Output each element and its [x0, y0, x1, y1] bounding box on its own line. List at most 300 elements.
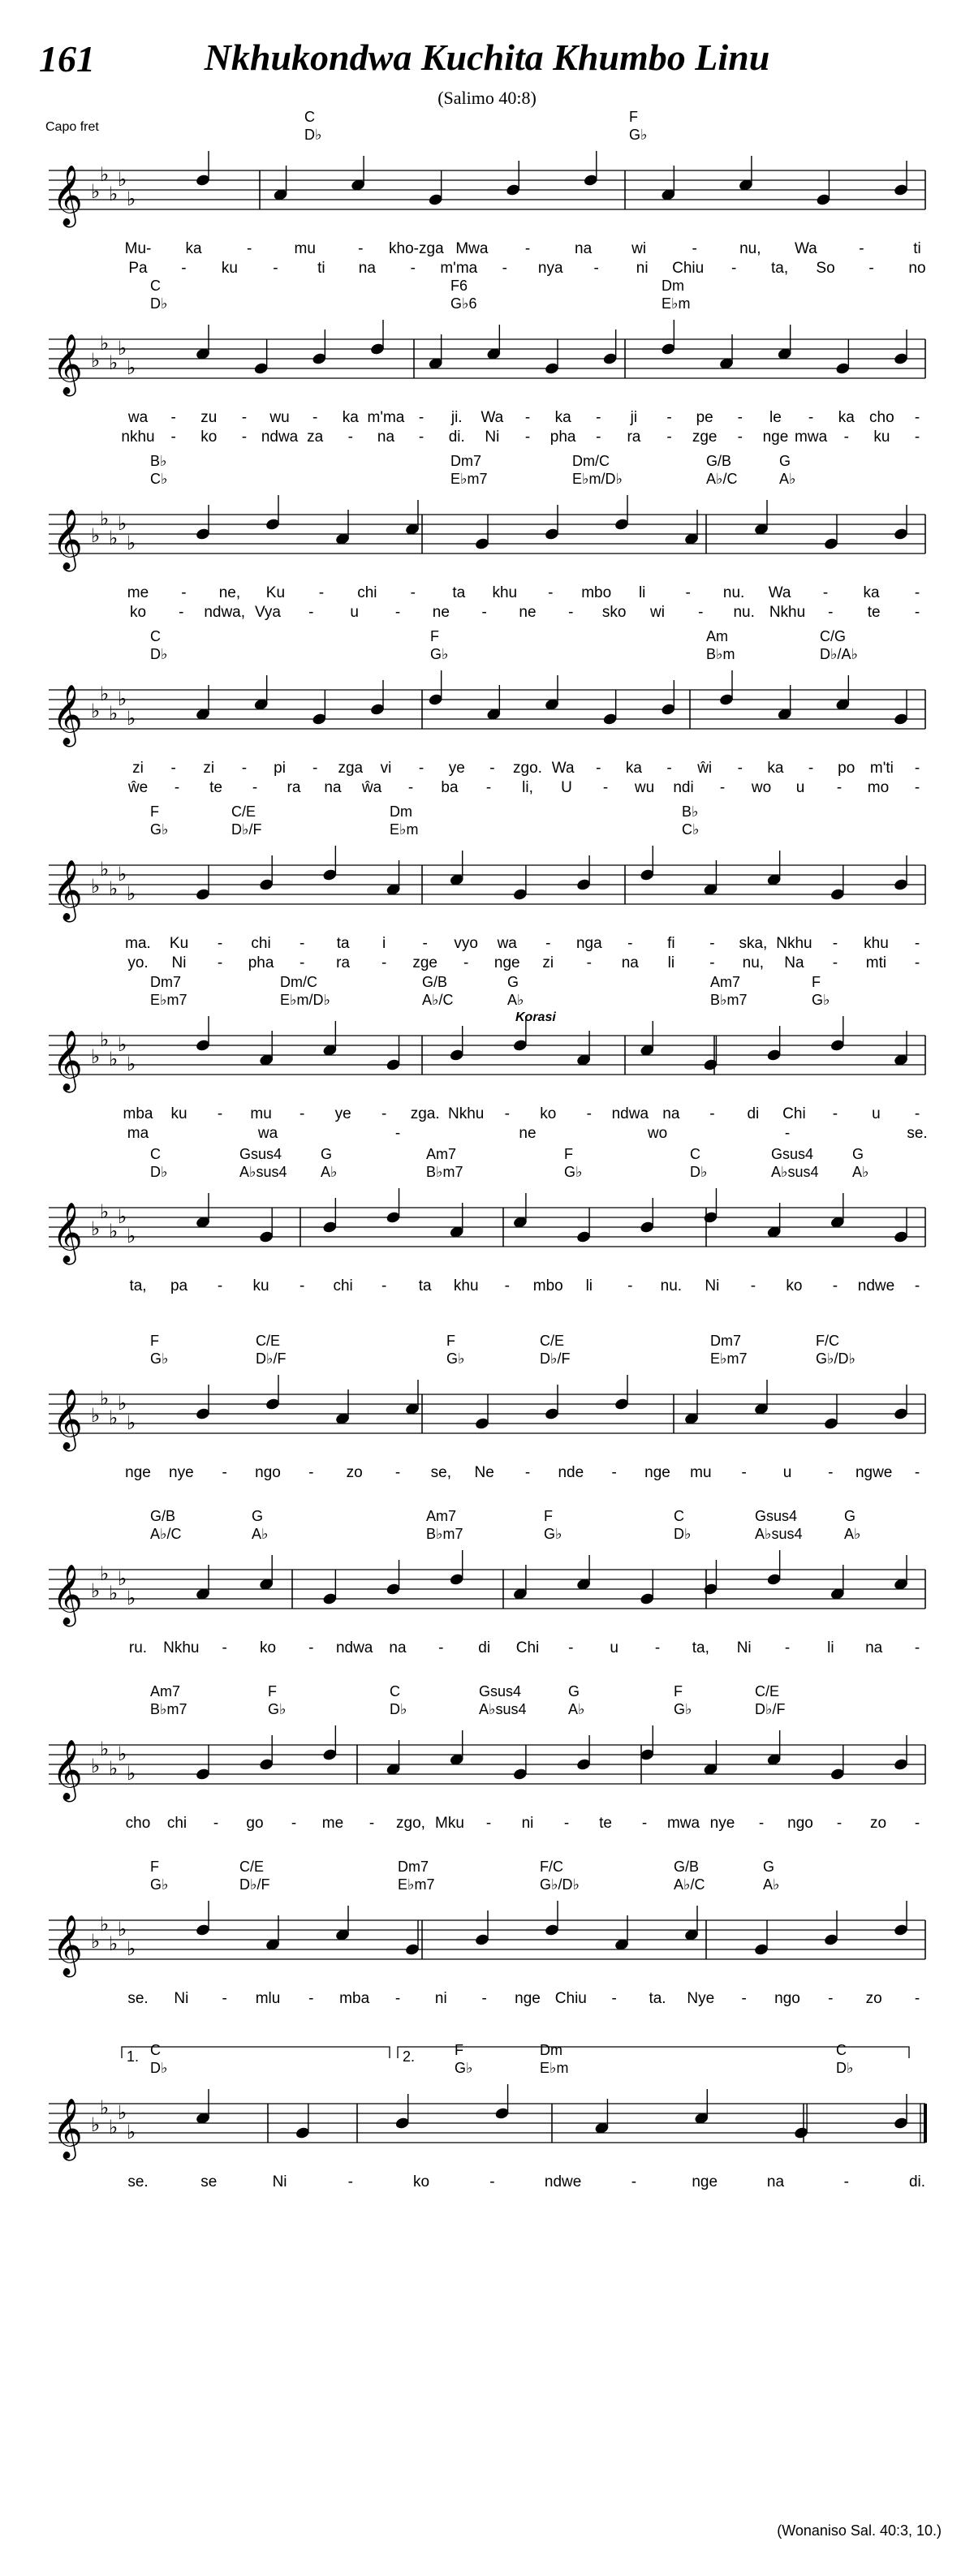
lyric-syllable-verse1: vyo [454, 935, 478, 952]
lyric-syllable-verse2: na [358, 260, 376, 277]
treble-clef-icon: 𝄞 [52, 1565, 83, 1625]
lyric-syllable-verse1: ji. [450, 409, 463, 426]
chord-symbol-capo: A♭ [507, 992, 524, 1008]
chord-symbol: F/C [540, 1859, 563, 1875]
lyric-syllable-verse1: ngo [787, 1815, 813, 1832]
lyric-syllable-verse1: - [318, 584, 325, 601]
lyric-syllable-verse1: pe [696, 409, 713, 426]
key-flat-icon: ♭ [91, 1045, 101, 1068]
lyric-syllable-verse1: - [709, 935, 715, 952]
chord-symbol-capo: E♭m [662, 295, 691, 312]
lyric-syllable-verse1: u [872, 1105, 881, 1122]
lyric-syllable-verse1: - [737, 760, 743, 777]
lyric-syllable-verse2: - [299, 954, 305, 971]
key-flat-icon: ♭ [109, 527, 119, 549]
lyric-syllable-verse1: mbo [532, 1277, 563, 1294]
treble-clef-icon: 𝄞 [52, 334, 83, 394]
lyric-syllable-verse1: - [692, 240, 697, 257]
key-flat-icon: ♭ [91, 2113, 101, 2136]
lyric-syllable-verse1: Mwa [455, 240, 489, 257]
treble-clef-icon: 𝄞 [52, 1031, 83, 1091]
lyric-syllable-verse1: ka [625, 760, 642, 777]
lyric-syllable-verse2: ne [519, 604, 537, 621]
lyric-syllable-verse2: te [867, 604, 881, 621]
lyric-syllable-verse1: - [170, 760, 176, 777]
lyric-syllable-verse1: - [741, 1990, 747, 2007]
lyric-syllable-verse1: - [914, 409, 920, 426]
lyric-syllable-verse1: - [438, 1639, 444, 1656]
lyric-syllable-verse1: - [217, 935, 223, 952]
volta-bracket [122, 2047, 390, 2058]
lyric-syllable-verse1: go [246, 1815, 264, 1832]
chord-symbol-capo: B♭m7 [710, 992, 748, 1008]
lyric-syllable-verse2: - [347, 429, 353, 446]
lyric-syllable-verse1: - [410, 584, 416, 601]
lyric-syllable-verse1: ngo [774, 1990, 800, 2007]
key-flat-icon: ♭ [91, 1755, 101, 1777]
treble-clef-icon: 𝄞 [52, 166, 83, 226]
lyric-syllable-verse2: nkhu [121, 429, 155, 446]
lyric-syllable-verse2: - [784, 1125, 791, 1142]
key-flat-icon: ♭ [109, 2116, 119, 2139]
lyric-syllable-verse1: - [368, 1815, 375, 1832]
lyric-syllable-verse2: - [418, 429, 425, 446]
chord-symbol-capo: A♭ [852, 1164, 869, 1180]
lyric-syllable-verse2: ra [287, 779, 301, 796]
lyric-syllable-verse2: u [350, 604, 359, 621]
lyric-syllable-verse2: ŵe [127, 779, 149, 796]
lyric-syllable-verse2: mo [867, 779, 890, 796]
key-flat-icon: ♭ [109, 702, 119, 725]
lyric-syllable-verse1: Ni [174, 1990, 189, 2007]
key-flat-icon: ♭ [127, 532, 136, 554]
lyric-syllable-verse1: Wa [794, 240, 817, 257]
lyric-syllable-verse1: - [394, 1990, 401, 2007]
key-flat-icon: ♭ [91, 875, 101, 898]
key-flat-icon: ♭ [91, 700, 101, 722]
chord-symbol: Dm [662, 278, 684, 294]
lyric-syllable-verse1: khu [453, 1277, 479, 1294]
lyric-syllable-verse1: Chi [782, 1105, 806, 1122]
lyric-syllable-verse2: za [307, 429, 324, 446]
lyric-syllable-verse2: - [666, 429, 672, 446]
chord-symbol: Am [706, 628, 728, 644]
chord-symbol-capo: A♭ [568, 1701, 585, 1717]
lyric-syllable-verse2: u [795, 779, 805, 796]
lyric-syllable-verse2: wo [751, 779, 772, 796]
chord-symbol-capo: D♭/F [256, 1350, 287, 1367]
lyric-syllable-verse1: - [568, 1639, 574, 1656]
lyric-syllable-verse1: wi [631, 240, 647, 257]
lyric-syllable-verse1: - [737, 409, 743, 426]
music-system [49, 278, 925, 446]
chord-symbol: C [150, 628, 161, 644]
key-flat-icon: ♭ [127, 1762, 136, 1785]
key-flat-icon: ♭ [91, 1930, 101, 1953]
music-system [49, 628, 925, 796]
lyric-syllable-verse2: Chiu [672, 260, 705, 277]
lyric-syllable-verse1: di. [908, 2173, 926, 2190]
key-flat-icon: ♭ [109, 1932, 119, 1955]
chord-symbol: G/B [150, 1508, 176, 1524]
lyric-syllable-verse1: khu [864, 935, 889, 952]
chord-symbol: F [430, 628, 439, 644]
key-flat-icon: ♭ [118, 337, 127, 360]
lyric-syllable-verse1: chi [333, 1277, 353, 1294]
key-flat-icon: ♭ [118, 1742, 127, 1765]
lyric-syllable-verse1: zga. [410, 1105, 440, 1122]
lyric-syllable-verse1: ye [334, 1105, 351, 1122]
lyric-syllable-verse1: - [832, 935, 838, 952]
lyric-syllable-verse2: ku [873, 429, 890, 446]
lyric-syllable-verse2: zge [412, 954, 438, 971]
lyric-syllable-verse1: te [599, 1815, 612, 1832]
chord-symbol-capo: A♭sus4 [239, 1164, 287, 1180]
key-flat-icon: ♭ [100, 163, 110, 186]
chord-symbol-capo: B♭m7 [150, 1701, 187, 1717]
lyric-syllable-verse1: wa [497, 935, 517, 952]
lyric-syllable-verse2: nya [537, 260, 563, 277]
chord-symbol-capo: B♭m7 [426, 1164, 463, 1180]
lyric-syllable-verse1: - [914, 1990, 920, 2007]
lyric-syllable-verse2: - [394, 1125, 401, 1142]
lyric-syllable-verse1: - [504, 1277, 510, 1294]
footer-reference: (Wonaniso Sal. 40:3, 10.) [777, 2522, 942, 2539]
key-flat-icon: ♭ [100, 1387, 110, 1410]
key-flat-icon: ♭ [127, 882, 136, 905]
lyric-syllable-verse1: na [662, 1105, 680, 1122]
lyric-syllable-verse1: - [213, 1815, 219, 1832]
chord-symbol: C/E [231, 803, 256, 820]
lyric-syllable-verse1: wu [269, 409, 290, 426]
lyric-syllable-verse2: ko [129, 604, 147, 621]
lyric-syllable-verse1: - [596, 409, 601, 426]
lyric-syllable-verse1: nye [709, 1815, 735, 1832]
chord-symbol-capo: G♭6 [450, 295, 477, 312]
lyric-syllable-verse2: mwa [795, 429, 828, 446]
key-flat-icon: ♭ [91, 524, 101, 547]
lyric-syllable-verse1: di [747, 1105, 760, 1122]
lyric-syllable-verse1: mbo [581, 584, 612, 601]
lyric-syllable-verse1: Nye [687, 1990, 715, 2007]
lyric-syllable-verse1: Nkhu [163, 1639, 200, 1656]
lyric-syllable-verse1: - [548, 584, 554, 601]
lyric-syllable-verse1: - [347, 2173, 353, 2190]
lyric-syllable-verse2: - [709, 954, 715, 971]
chord-symbol-capo: B♭m [706, 646, 735, 662]
lyric-syllable-verse2: - [719, 779, 726, 796]
lyric-syllable-verse1: ti [913, 240, 921, 257]
lyric-syllable-verse2: ne [432, 604, 450, 621]
volta-label: 1. [127, 2048, 140, 2065]
chord-symbol: F [455, 2042, 463, 2058]
lyric-syllable-verse1: - [489, 760, 495, 777]
hymn-title: Nkhukondwa Kuchita Khumbo Linu [204, 37, 770, 78]
lyric-syllable-verse1: chi [357, 584, 377, 601]
lyric-syllable-verse1: ndwe [544, 2173, 582, 2190]
lyric-syllable-verse1: - [758, 1815, 765, 1832]
lyric-syllable-verse1: - [524, 409, 531, 426]
lyric-syllable-verse2: zi [542, 954, 554, 971]
lyric-syllable-verse1: ma. [125, 935, 151, 952]
lyric-syllable-verse1: - [914, 1277, 920, 1294]
lyric-syllable-verse2: - [593, 260, 599, 277]
music-system [49, 1683, 925, 1832]
lyric-syllable-verse2: Pa [128, 260, 148, 277]
lyric-syllable-verse1: mu [250, 1105, 272, 1122]
key-flat-icon: ♭ [100, 332, 110, 355]
key-flat-icon: ♭ [127, 1225, 136, 1247]
chord-symbol: Dm7 [450, 453, 482, 469]
lyric-syllable-verse2: - [868, 260, 874, 277]
lyric-syllable-verse1: nga [575, 935, 602, 952]
lyric-syllable-verse1: li [585, 1277, 593, 1294]
lyric-syllable-verse1: ka [554, 409, 571, 426]
key-flat-icon: ♭ [118, 863, 127, 885]
lyric-syllable-verse2: - [730, 260, 737, 277]
key-flat-icon: ♭ [109, 1757, 119, 1780]
lyric-syllable-verse1: - [586, 1105, 592, 1122]
lyric-syllable-verse1: Ku [169, 935, 189, 952]
lyric-syllable-verse1: di [478, 1639, 491, 1656]
lyric-syllable-verse1: wa [127, 409, 149, 426]
lyric-syllable-verse2: ni [636, 260, 649, 277]
lyric-syllable-verse1: nde [558, 1464, 584, 1481]
lyric-syllable-verse2: Ni [171, 954, 187, 971]
chord-symbol-capo: A♭/C [706, 471, 738, 487]
lyric-syllable-verse1: - [832, 1105, 838, 1122]
lyric-syllable-verse1: - [381, 1105, 387, 1122]
lyric-syllable-verse1: ngwe [855, 1464, 893, 1481]
lyric-syllable-verse1: ndwa [335, 1639, 373, 1656]
lyric-syllable-verse1: - [914, 760, 920, 777]
chord-symbol: C/E [755, 1683, 780, 1699]
lyric-syllable-verse2: ŵa [361, 779, 382, 796]
treble-clef-icon: 𝄞 [52, 510, 83, 570]
lyric-syllable-verse1: ko [540, 1105, 557, 1122]
lyric-syllable-verse1: se, [430, 1464, 452, 1481]
key-flat-icon: ♭ [91, 1579, 101, 1602]
lyric-syllable-verse1: nge [644, 1464, 670, 1481]
lyric-syllable-verse1: - [489, 2173, 495, 2190]
chord-symbol: G/B [422, 974, 448, 990]
lyric-syllable-verse2: - [914, 604, 920, 621]
lyric-syllable-verse1: ngo [255, 1464, 281, 1481]
lyric-syllable-verse2: - [170, 429, 176, 446]
chord-symbol-capo: D♭ [674, 1526, 692, 1542]
lyric-syllable-verse1: Ne [474, 1464, 494, 1481]
lyric-syllable-verse1: mwa [666, 1815, 700, 1832]
lyric-syllable-verse1: Ni [705, 1277, 720, 1294]
lyric-syllable-verse2: - [463, 954, 469, 971]
lyric-syllable-verse2: - [602, 779, 609, 796]
chord-symbol: C/E [540, 1333, 565, 1349]
chord-symbol: G [763, 1859, 775, 1875]
lyric-syllable-verse1: chi [166, 1815, 187, 1832]
key-flat-icon: ♭ [100, 858, 110, 881]
lyric-syllable-verse2: m'ma [440, 260, 478, 277]
lyric-syllable-verse1: me [127, 584, 149, 601]
key-flat-icon: ♭ [100, 507, 110, 530]
lyric-syllable-verse1: chi [251, 935, 271, 952]
lyric-syllable-verse1: - [627, 935, 633, 952]
lyric-syllable-verse1: me [321, 1815, 344, 1832]
key-flat-icon: ♭ [91, 180, 101, 203]
lyric-syllable-verse2: Ni [485, 429, 500, 446]
lyric-syllable-verse2: ba [441, 779, 459, 796]
lyric-syllable-verse2: ndwa, [204, 604, 246, 621]
chord-symbol: F [150, 1859, 159, 1875]
chord-symbol-capo: E♭m7 [150, 992, 187, 1008]
treble-clef-icon: 𝄞 [52, 1740, 83, 1800]
key-flat-icon: ♭ [118, 2101, 127, 2124]
lyric-syllable-verse1: - [241, 760, 248, 777]
chord-symbol-capo: D♭/A♭ [820, 646, 858, 662]
lyric-syllable-verse1: ne, [218, 584, 241, 601]
chord-symbol: Am7 [710, 974, 741, 990]
chord-symbol-capo: C♭ [682, 821, 700, 838]
chord-symbol: C/G [820, 628, 847, 644]
chord-symbol-capo: D♭ [150, 2060, 168, 2076]
key-flat-icon: ♭ [109, 1406, 119, 1429]
chord-symbol-capo: G♭ [674, 1701, 692, 1717]
scripture-reference: (Salimo 40:8) [437, 88, 537, 108]
lyric-syllable-verse1: ta [452, 584, 466, 601]
lyric-syllable-verse2: - [481, 604, 487, 621]
lyric-syllable-verse1: - [828, 1990, 834, 2007]
lyric-syllable-verse1: se. [127, 1990, 149, 2007]
chord-symbol-capo: D♭/F [231, 821, 262, 838]
lyric-syllable-verse1: mlu [255, 1990, 281, 2007]
music-system [49, 803, 925, 971]
music-system [49, 109, 926, 277]
lyric-syllable-verse2: Nkhu [769, 604, 806, 621]
lyric-syllable-verse1: zi [203, 760, 215, 777]
lyric-syllable-verse1: - [170, 409, 176, 426]
lyric-syllable-verse2: mti [865, 954, 887, 971]
lyric-syllable-verse2: ndi [673, 779, 694, 796]
chord-symbol: Dm [540, 2042, 562, 2058]
chord-symbol: Am7 [150, 1683, 181, 1699]
lyric-syllable-verse1: na [766, 2173, 785, 2190]
chord-symbol: G [844, 1508, 856, 1524]
volta-label: 2. [403, 2048, 416, 2065]
lyric-syllable-verse1: - [654, 1639, 661, 1656]
lyric-syllable-verse1: zo [869, 1815, 887, 1832]
treble-clef-icon: 𝄞 [52, 685, 83, 745]
chord-symbol-capo: A♭sus4 [771, 1164, 819, 1180]
lyric-syllable-verse1: - [631, 2173, 637, 2190]
lyric-syllable-verse2: - [217, 954, 223, 971]
lyric-syllable-verse1: i [382, 935, 386, 952]
chord-symbol: G [568, 1683, 580, 1699]
lyric-syllable-verse1: Mku [435, 1815, 464, 1832]
chord-symbol: C [304, 109, 315, 125]
chord-symbol-capo: G♭/D♭ [540, 1876, 580, 1893]
lyric-syllable-verse1: pi [274, 760, 286, 777]
key-flat-icon: ♭ [127, 1411, 136, 1434]
key-flat-icon: ♭ [118, 512, 127, 535]
chord-symbol: Gsus4 [239, 1146, 282, 1162]
lyric-syllable-verse2: - [843, 429, 849, 446]
lyric-syllable-verse1: - [709, 1105, 715, 1122]
lyric-syllable-verse1: zga [338, 760, 364, 777]
key-flat-icon: ♭ [127, 1937, 136, 1960]
lyric-syllable-verse1: - [843, 2173, 849, 2190]
volta-bracket [398, 2047, 909, 2058]
chord-symbol-capo: E♭m [390, 821, 419, 838]
lyric-syllable-verse1: nu. [722, 584, 745, 601]
lyric-syllable-verse1: - [181, 584, 187, 601]
chord-symbol-capo: A♭ [321, 1164, 338, 1180]
lyric-syllable-verse1: - [394, 1464, 401, 1481]
lyric-syllable-verse2: na [377, 429, 395, 446]
chord-symbol: F [674, 1683, 683, 1699]
chord-symbol: F [812, 974, 821, 990]
lyric-syllable-verse2: - [914, 429, 920, 446]
chord-symbol: G [852, 1146, 864, 1162]
lyric-syllable-verse1: - [611, 1464, 617, 1481]
lyric-syllable-verse2: nge [762, 429, 789, 446]
chord-symbol: Dm7 [150, 974, 182, 990]
music-system [49, 1146, 925, 1294]
chord-symbol-capo: G♭ [544, 1526, 562, 1542]
lyric-syllable-verse1: khu [492, 584, 518, 601]
lyric-syllable-verse1: - [914, 1464, 920, 1481]
chord-symbol: G/B [674, 1859, 700, 1875]
lyric-syllable-verse1: mu [294, 240, 316, 257]
chord-symbol-capo: G♭ [150, 821, 169, 838]
lyric-syllable-verse1: ndwa [611, 1105, 649, 1122]
lyric-syllable-verse2: na [324, 779, 342, 796]
chord-symbol: G [779, 453, 791, 469]
lyric-syllable-verse1: - [422, 935, 428, 952]
lyric-syllable-verse2: - [586, 954, 592, 971]
lyric-syllable-verse2: di. [448, 429, 465, 446]
lyric-syllable-verse2: - [252, 779, 258, 796]
lyric-syllable-verse1: - [381, 1277, 387, 1294]
lyric-syllable-verse1: ko [786, 1277, 803, 1294]
lyric-syllable-verse1: - [859, 240, 864, 257]
key-flat-icon: ♭ [127, 187, 136, 210]
lyric-syllable-verse1: - [828, 1464, 834, 1481]
chord-symbol: Dm/C [572, 453, 610, 469]
lyric-syllable-verse1: - [836, 1815, 843, 1832]
lyric-syllable-verse1: zu [200, 409, 218, 426]
lyric-syllable-verse1: - [241, 409, 248, 426]
key-flat-icon: ♭ [109, 183, 119, 205]
key-flat-icon: ♭ [118, 1918, 127, 1941]
lyric-syllable-verse2: nu. [733, 604, 755, 621]
chorus-label: Korasi [515, 1010, 556, 1024]
lyric-syllable-verse1: - [485, 1815, 492, 1832]
chord-symbol: F [629, 109, 638, 125]
chord-symbol: Gsus4 [479, 1683, 522, 1699]
lyric-syllable-verse1: m'ti [869, 760, 894, 777]
lyric-syllable-verse1: - [914, 1815, 920, 1832]
chord-symbol: C [150, 2042, 161, 2058]
lyric-syllable-verse1: ye [448, 760, 465, 777]
chord-symbol-capo: A♭ [763, 1876, 780, 1893]
lyric-syllable-verse1: pa [170, 1277, 188, 1294]
chord-symbol: Dm [390, 803, 412, 820]
lyric-syllable-verse1: zgo, [396, 1815, 425, 1832]
lyric-syllable-verse1: ŵi [697, 760, 713, 777]
key-flat-icon: ♭ [118, 1033, 127, 1056]
lyric-syllable-verse2: pha [248, 954, 274, 971]
lyric-syllable-verse2: - [524, 429, 531, 446]
key-flat-icon: ♭ [100, 683, 110, 705]
